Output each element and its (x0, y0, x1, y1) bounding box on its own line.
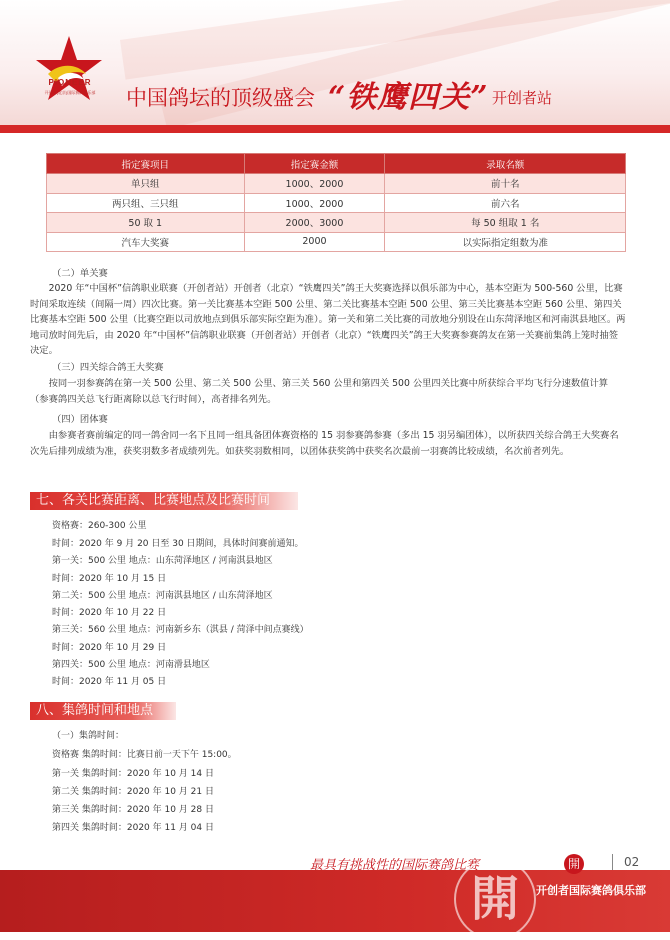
pioneer-logo-icon (34, 34, 104, 114)
section-3-heading: （三）四关综合鸽王大奖赛 (52, 362, 164, 373)
schedule-line: 时间：2020 年 11 月 05 日 (52, 677, 167, 687)
table-cell: 前六名 (385, 193, 626, 213)
table-row (47, 193, 626, 213)
table-cell: 1000、2000 (244, 193, 385, 213)
collection-line: 资格赛 集鸽时间：比赛日前一天下午 15:00。 (52, 750, 237, 760)
table-row (47, 232, 626, 252)
table-cell: 2000 (244, 232, 385, 252)
header-divider (0, 125, 670, 133)
schedule-line: 第四关：500 公里 地点：河南滑县地区 (52, 660, 210, 670)
collection-line: 第一关 集鸽时间：2020 年 10 月 14 日 (52, 769, 214, 779)
page-header (0, 0, 670, 132)
club-seal-icon: 開 (454, 858, 536, 940)
table-header-cell: 指定赛金额 (244, 154, 385, 174)
section-8-heading: 八、集鸽时间和地点 (30, 702, 176, 720)
seal-icon: 開 (564, 854, 584, 874)
table-cell: 2000、3000 (244, 213, 385, 233)
table-cell: 1000、2000 (244, 174, 385, 194)
collection-line: 第三关 集鸽时间：2020 年 10 月 28 日 (52, 805, 214, 815)
table-cell: 50 取 1 (47, 213, 245, 233)
footer-slogan: 最具有挑战性的国际赛鸽比赛 (310, 858, 480, 873)
section-2-heading: （二）单关赛 (52, 268, 108, 279)
logo-subtitle: 开创者(北京)国际赛鸽俱乐部 (44, 90, 96, 95)
logo-wordmark: PIONEER (48, 78, 92, 87)
schedule-line: 第一关：500 公里 地点：山东菏泽地区 / 河南淇县地区 (52, 556, 273, 566)
footer-band (0, 870, 670, 932)
section-3-body: 按同一羽参赛鸽在第一关 500 公里、第二关 500 公里、第三关 560 公里和第四关 500 公里四关比赛中所获综合平均飞行分速数值计算（参赛鸽四关总飞行距离除以总飞行时间），高者排名列先。 (30, 378, 609, 405)
collection-line: 第四关 集鸽时间：2020 年 11 月 04 日 (52, 823, 214, 833)
page-title-prefix: 中国鸽坛的顶级盛会 (126, 86, 315, 110)
table-cell: 单只组 (47, 174, 245, 194)
schedule-line: 第二关：500 公里 地点：河南淇县地区 / 山东菏泽地区 (52, 591, 273, 601)
footer-separator (612, 854, 613, 870)
collection-line: 第二关 集鸽时间：2020 年 10 月 21 日 (52, 787, 214, 797)
table-cell: 每 50 组取 1 名 (385, 213, 626, 233)
section-4-body: 由参赛者赛前编定的同一鸽舍同一名下且同一组具备团体赛资格的 15 羽参赛鸽参赛（多出 15 羽另编团体），以所获四关综合鸽王大奖赛名次先后排列成绩为准，获奖羽数多者成绩列先。如获奖羽数相同，以团体获奖鸽中获奖名次最前一羽赛鸽比较成绩，名次前者列先。 (30, 430, 619, 457)
page-number: 02 (624, 855, 640, 869)
schedule-line: 时间：2020 年 10 月 15 日 (52, 574, 167, 584)
table-cell: 前十名 (385, 174, 626, 194)
page-footer (0, 852, 670, 932)
schedule-line: 时间：2020 年 10 月 29 日 (52, 643, 167, 653)
fee-table (46, 153, 626, 252)
schedule-line: 第三关：560 公里 地点：河南新乡东（淇县 / 菏泽中间点赛线） (52, 625, 309, 635)
table-header-cell: 指定赛项目 (47, 154, 245, 174)
schedule-line: 资格赛：260-300 公里 (52, 521, 147, 531)
table-row (47, 174, 626, 194)
collection-line: （一）集鸽时间： (52, 731, 125, 741)
page-title-main: “铁鹰四关” (328, 80, 489, 115)
table-header-row (47, 154, 626, 174)
table-header-cell: 录取名额 (385, 154, 626, 174)
section-4-heading: （四）团体赛 (52, 414, 108, 425)
schedule-line: 时间：2020 年 9 月 20 日至 30 日期间，具体时间赛前通知。 (52, 539, 304, 549)
section-7-heading: 七、各关比赛距离、比赛地点及比赛时间 (30, 492, 298, 510)
table-row (47, 213, 626, 233)
table-cell: 两只组、三只组 (47, 193, 245, 213)
table-cell: 以实际指定组数为准 (385, 232, 626, 252)
schedule-line: 时间：2020 年 10 月 22 日 (52, 608, 167, 618)
table-cell: 汽车大奖赛 (47, 232, 245, 252)
page-title-suffix: 开创者站 (492, 89, 553, 107)
section-2-body: 2020 年“中国杯”信鸽职业联赛（开创者站）开创者（北京）“铁鹰四关”鸽王大奖赛选择以俱乐部为中心，基本空距为 500-560 公里，比赛时间采取连续（间隔一周）四次比赛。第一关比赛基本空距 500 公里、第二关比赛基本空距 500 公里、第三关比赛基本空距 560 公里、第四关比赛基本空距 500 公里（比赛空距以司放地点到俱乐部实际空距为准）。第一关和第二关比赛的司放地分别设在山东菏泽地区和河南淇县地区。两地司放时间先后，由 2020 年“中国杯”信鸽职业联赛（开创者站）开创者（北京）“铁鹰四关”鸽王大奖赛参赛鸽友在第一关赛前集鸽上笼时抽签决定。 (30, 283, 626, 357)
club-name: 开创者国际赛鸽俱乐部 (536, 884, 646, 897)
